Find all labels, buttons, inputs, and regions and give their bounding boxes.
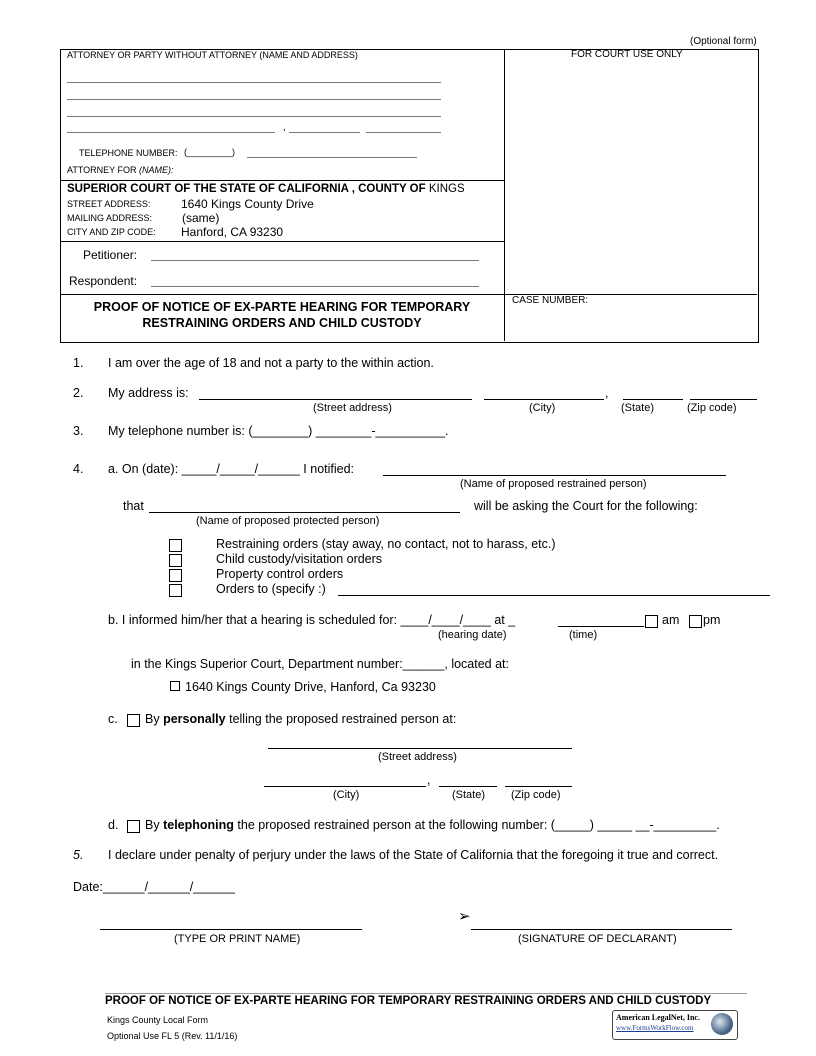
form-title-1: PROOF OF NOTICE OF EX-PARTE HEARING FOR TEMPORARY xyxy=(93,300,471,314)
item-3-text: My telephone number is: (________) ________-__________. xyxy=(108,424,449,438)
my-city-line[interactable] xyxy=(484,399,604,400)
print-name-caption: (TYPE OR PRINT NAME) xyxy=(174,933,301,945)
mailing-label: MAILING ADDRESS: xyxy=(67,213,153,223)
respondent-line[interactable] xyxy=(151,286,479,287)
court-use-label: FOR COURT USE ONLY xyxy=(571,49,683,60)
footer-title: PROOF OF NOTICE OF EX-PARTE HEARING FOR TEMPORARY RESTRAINING ORDERS AND CHILD CUSTODY xyxy=(105,995,712,1007)
time-caption: (time) xyxy=(569,629,598,641)
optional-form-label: (Optional form) xyxy=(690,36,757,47)
personal-state-line[interactable] xyxy=(439,786,497,787)
item-4-number: 4. xyxy=(73,462,84,476)
am-checkbox[interactable] xyxy=(645,615,658,628)
item-1-number: 1. xyxy=(73,356,84,370)
footer-rule xyxy=(105,993,747,994)
telephone-area[interactable]: (_________) xyxy=(184,147,236,157)
protected-caption: (Name of proposed protected person) xyxy=(196,515,380,527)
item-2-number: 2. xyxy=(73,386,84,400)
respondent-label: Respondent: xyxy=(69,274,138,288)
arrow-icon: ➢ xyxy=(458,908,471,925)
personal-city-line[interactable] xyxy=(264,786,426,787)
court-address: 1640 Kings County Drive, Hanford, Ca 93230 xyxy=(185,680,436,694)
item-5-text: I declare under penalty of perjury under the laws of the State of California that the foregoing it true and correct. xyxy=(108,848,719,862)
attorney-for-label: ATTORNEY FOR (NAME): xyxy=(67,165,174,175)
logo-name: American LegalNet, Inc. xyxy=(616,1013,700,1022)
city-zip-label: CITY AND ZIP CODE: xyxy=(67,227,156,237)
street-value: 1640 Kings County Drive xyxy=(181,197,314,211)
attorney-name-line[interactable] xyxy=(67,82,441,83)
globe-icon xyxy=(711,1013,733,1035)
comma: , xyxy=(283,122,286,133)
court-address-checkbox[interactable] xyxy=(170,681,180,691)
logo-url: www.FormsWorkFlow.com xyxy=(616,1024,694,1032)
item-4a-text: a. On (date): _____/_____/______ I notified: xyxy=(108,462,355,476)
custody-label: Child custody/visitation orders xyxy=(216,552,383,566)
item-4d-label: d. xyxy=(108,818,119,832)
item-4b-text: b. I informed him/her that a hearing is scheduled for: ____/____/____ at _ xyxy=(108,613,516,627)
personal-street-line[interactable] xyxy=(268,748,572,749)
personal-zip-caption: (Zip code) xyxy=(511,789,561,801)
street-caption: (Street address) xyxy=(313,402,392,414)
attorney-label: ATTORNEY OR PARTY WITHOUT ATTORNEY (NAME AND ADDRESS) xyxy=(67,50,358,60)
restrained-caption: (Name of proposed restrained person) xyxy=(460,478,647,490)
footer-local-form: Kings County Local Form xyxy=(107,1015,209,1025)
personally-checkbox[interactable] xyxy=(127,714,140,727)
footer-form-id: Optional Use FL 5 (Rev. 11/1/16) xyxy=(107,1031,238,1041)
telephone-line[interactable] xyxy=(247,157,417,158)
item-4c-label: c. xyxy=(108,712,118,726)
restraining-orders-checkbox[interactable] xyxy=(169,539,182,552)
telephone-label: TELEPHONE NUMBER: xyxy=(79,148,178,158)
city-zip-value: Hanford, CA 93230 xyxy=(181,225,284,239)
property-checkbox[interactable] xyxy=(169,569,182,582)
other-orders-line[interactable] xyxy=(338,595,770,596)
signature-line[interactable] xyxy=(471,929,732,930)
my-zip-line[interactable] xyxy=(690,399,757,400)
form-title-2: RESTRAINING ORDERS AND CHILD CUSTODY xyxy=(142,316,422,330)
title-section-divider xyxy=(60,294,757,295)
case-number-label: CASE NUMBER: xyxy=(512,295,589,306)
petitioner-label: Petitioner: xyxy=(83,248,138,262)
pm-checkbox[interactable] xyxy=(689,615,702,628)
restraining-orders-label: Restraining orders (stay away, no contact, not to harass, etc.) xyxy=(216,537,556,551)
header-divider xyxy=(504,49,505,341)
protected-person-line[interactable] xyxy=(149,512,460,513)
other-orders-label: Orders to (specify :) xyxy=(216,582,326,596)
print-name-line[interactable] xyxy=(100,929,362,930)
attorney-address-line-2[interactable] xyxy=(67,116,441,117)
header-frame xyxy=(60,49,759,343)
property-label: Property control orders xyxy=(216,567,344,581)
comma-3: , xyxy=(427,773,431,787)
personal-zip-line[interactable] xyxy=(505,786,572,787)
my-state-line[interactable] xyxy=(623,399,683,400)
item-4d-text: By telephoning the proposed restrained person at the following number: (_____) _____ __-_________. xyxy=(145,818,720,832)
pm-label: pm xyxy=(703,613,721,627)
court-section-divider xyxy=(60,241,504,242)
zip-caption: (Zip code) xyxy=(687,402,737,414)
department-text: in the Kings Superior Court, Department number:______, located at: xyxy=(131,657,509,671)
attorney-city-line[interactable] xyxy=(67,132,275,133)
state-caption: (State) xyxy=(621,402,655,414)
item-5-number: 5. xyxy=(73,848,84,862)
petitioner-line[interactable] xyxy=(151,260,479,261)
my-street-line[interactable] xyxy=(199,399,472,400)
personal-street-caption: (Street address) xyxy=(378,751,457,763)
attorney-zip-line[interactable] xyxy=(366,132,441,133)
item-2-text: My address is: xyxy=(108,386,189,400)
item-3-number: 3. xyxy=(73,424,84,438)
item-1-text: I am over the age of 18 and not a party to the within action. xyxy=(108,356,434,370)
court-name: SUPERIOR COURT OF THE STATE OF CALIFORNIA , COUNTY OF KINGS xyxy=(67,183,465,195)
item-4c-text: By personally telling the proposed restrained person at: xyxy=(145,712,457,726)
mailing-value: (same) xyxy=(182,211,220,225)
personal-city-caption: (City) xyxy=(333,789,360,801)
hearing-date-caption: (hearing date) xyxy=(438,629,507,641)
time-line[interactable] xyxy=(558,626,644,627)
comma-2: , xyxy=(605,386,609,400)
legalnet-logo xyxy=(612,1010,738,1040)
telephoning-checkbox[interactable] xyxy=(127,820,140,833)
am-label: am xyxy=(662,613,680,627)
signature-caption: (SIGNATURE OF DECLARANT) xyxy=(518,933,677,945)
attorney-address-line[interactable] xyxy=(67,99,441,100)
other-orders-checkbox[interactable] xyxy=(169,584,182,597)
restrained-person-line[interactable] xyxy=(383,475,726,476)
asking-text: will be asking the Court for the following: xyxy=(474,499,698,513)
that-text: that xyxy=(123,499,144,513)
street-label: STREET ADDRESS: xyxy=(67,199,151,209)
date-line[interactable]: Date:______/______/______ xyxy=(73,880,235,894)
attorney-state-line[interactable] xyxy=(289,132,360,133)
custody-checkbox[interactable] xyxy=(169,554,182,567)
attorney-section-divider xyxy=(60,180,504,181)
personal-state-caption: (State) xyxy=(452,789,486,801)
city-caption: (City) xyxy=(529,402,556,414)
